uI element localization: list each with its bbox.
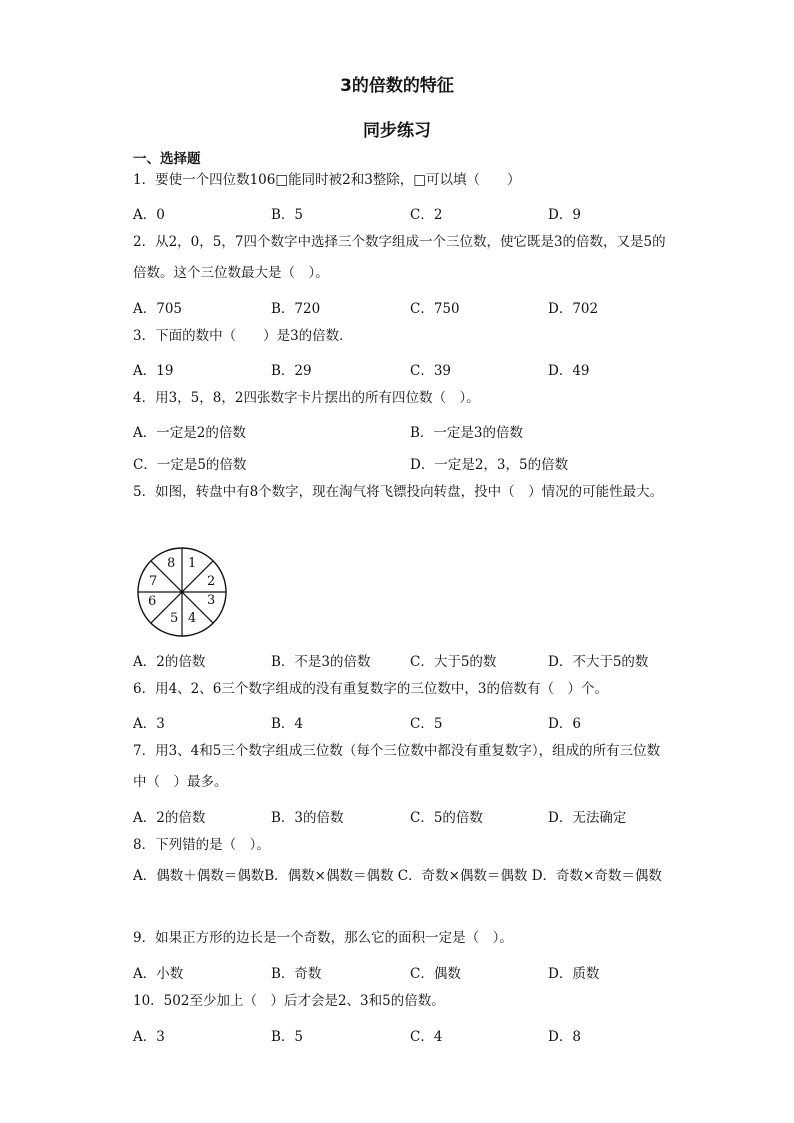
option-b[interactable]: B．5 (271, 207, 304, 223)
option-a[interactable]: A．一定是2的倍数 (133, 425, 246, 441)
option-c[interactable]: C．5的倍数 (410, 810, 483, 826)
option-a[interactable]: A．705 (133, 301, 183, 317)
options-q5 (133, 650, 693, 670)
option-d[interactable]: D．无法确定 (548, 810, 627, 826)
option-a[interactable]: A．2的倍数 (133, 810, 206, 826)
option-d[interactable]: D．702 (548, 301, 599, 317)
spinner-wheel-figure (136, 546, 228, 638)
option-b[interactable]: B．29 (271, 363, 312, 379)
option-d[interactable]: D．9 (548, 207, 581, 223)
option-b[interactable]: B．一定是3的倍数 (410, 425, 524, 441)
options-q6 (133, 712, 693, 732)
option-a[interactable]: A．19 (133, 363, 174, 379)
option-a[interactable]: A．2的倍数 (133, 654, 206, 670)
question-6: 6．用4、2、6三个数字组成的没有重复数字的三位数中，3的倍数有（ ）个。 (133, 681, 608, 697)
option-a[interactable]: A．3 (133, 1029, 165, 1045)
option-c[interactable]: C．39 (410, 363, 452, 379)
option-c[interactable]: C．750 (410, 301, 460, 317)
question-3: 3．下面的数中（ ）是3的倍数． (133, 328, 353, 344)
wheel-number-5: 5 (170, 611, 179, 626)
wheel-number-6: 6 (148, 594, 157, 609)
question-1: 1．要使一个四位数106□能同时被2和3整除，□可以填（ ） (133, 172, 521, 188)
option-a[interactable]: A．小数 (133, 966, 184, 982)
option-a[interactable]: A．0 (133, 207, 165, 223)
options-q8[interactable]: A．偶数＋偶数＝偶数B．偶数×偶数＝偶数 C．奇数×偶数＝偶数 D．奇数×奇数＝偶数 (133, 868, 662, 884)
question-2: 2．从2，0，5，7四个数字中选择三个数字组成一个三位数，使它既是3的倍数，又是5的倍数。这个三位数最大是（ ）。 (133, 234, 666, 281)
options-q4-row1 (133, 421, 693, 441)
wheel-number-1: 1 (188, 556, 197, 571)
option-c[interactable]: C．5 (410, 716, 443, 732)
options-q1 (133, 203, 693, 223)
question-9: 9．如果正方形的边长是一个奇数，那么它的面积一定是（ ）。 (133, 930, 513, 946)
option-d[interactable]: D．一定是2，3，5的倍数 (410, 457, 569, 473)
options-q3 (133, 359, 693, 379)
wheel-number-7: 7 (149, 574, 158, 589)
option-b[interactable]: B．不是3的倍数 (271, 654, 371, 670)
wheel-number-2: 2 (207, 574, 216, 589)
wheel-number-8: 8 (167, 556, 176, 571)
option-b[interactable]: B．3的倍数 (271, 810, 344, 826)
options-q9 (133, 962, 693, 982)
options-q4-row2 (133, 453, 693, 473)
page-subtitle: 同步练习 (363, 121, 431, 141)
option-b[interactable]: B．5 (271, 1029, 304, 1045)
option-c[interactable]: C．一定是5的倍数 (133, 457, 247, 473)
section-heading: 一、选择题 (133, 151, 201, 167)
option-c[interactable]: C．大于5的数 (410, 654, 497, 670)
options-q10 (133, 1025, 693, 1045)
option-b[interactable]: B．720 (271, 301, 321, 317)
option-d[interactable]: D．质数 (548, 966, 600, 982)
question-4: 4．用3，5，8，2四张数字卡片摆出的所有四位数（ ）。 (133, 390, 480, 406)
option-c[interactable]: C．偶数 (410, 966, 461, 982)
question-8: 8．下列错的是（ ）。 (133, 837, 270, 853)
option-d[interactable]: D．8 (548, 1029, 581, 1045)
page-title: 3的倍数的特征 (340, 76, 454, 96)
question-10: 10．502至少加上（ ）后才会是2、3和5的倍数。 (133, 993, 445, 1009)
option-a[interactable]: A．3 (133, 716, 165, 732)
option-b[interactable]: B．奇数 (271, 966, 322, 982)
option-d[interactable]: D．49 (548, 363, 590, 379)
option-d[interactable]: D．6 (548, 716, 581, 732)
option-c[interactable]: C．2 (410, 207, 443, 223)
option-c[interactable]: C．4 (410, 1029, 443, 1045)
options-q7 (133, 806, 693, 826)
question-5: 5．如图，转盘中有8个数字，现在淘气将飞镖投向转盘，投中（ ）情况的可能性最大。 (133, 484, 664, 500)
wheel-number-4: 4 (188, 611, 197, 626)
option-d[interactable]: D．不大于5的数 (548, 654, 649, 670)
options-q2 (133, 297, 693, 317)
option-b[interactable]: B．4 (271, 716, 304, 732)
wheel-number-3: 3 (207, 593, 216, 608)
question-7: 7．用3、4和5三个数字组成三位数（每个三位数中都没有重复数字），组成的所有三位数中（ ）最多。 (133, 743, 661, 790)
